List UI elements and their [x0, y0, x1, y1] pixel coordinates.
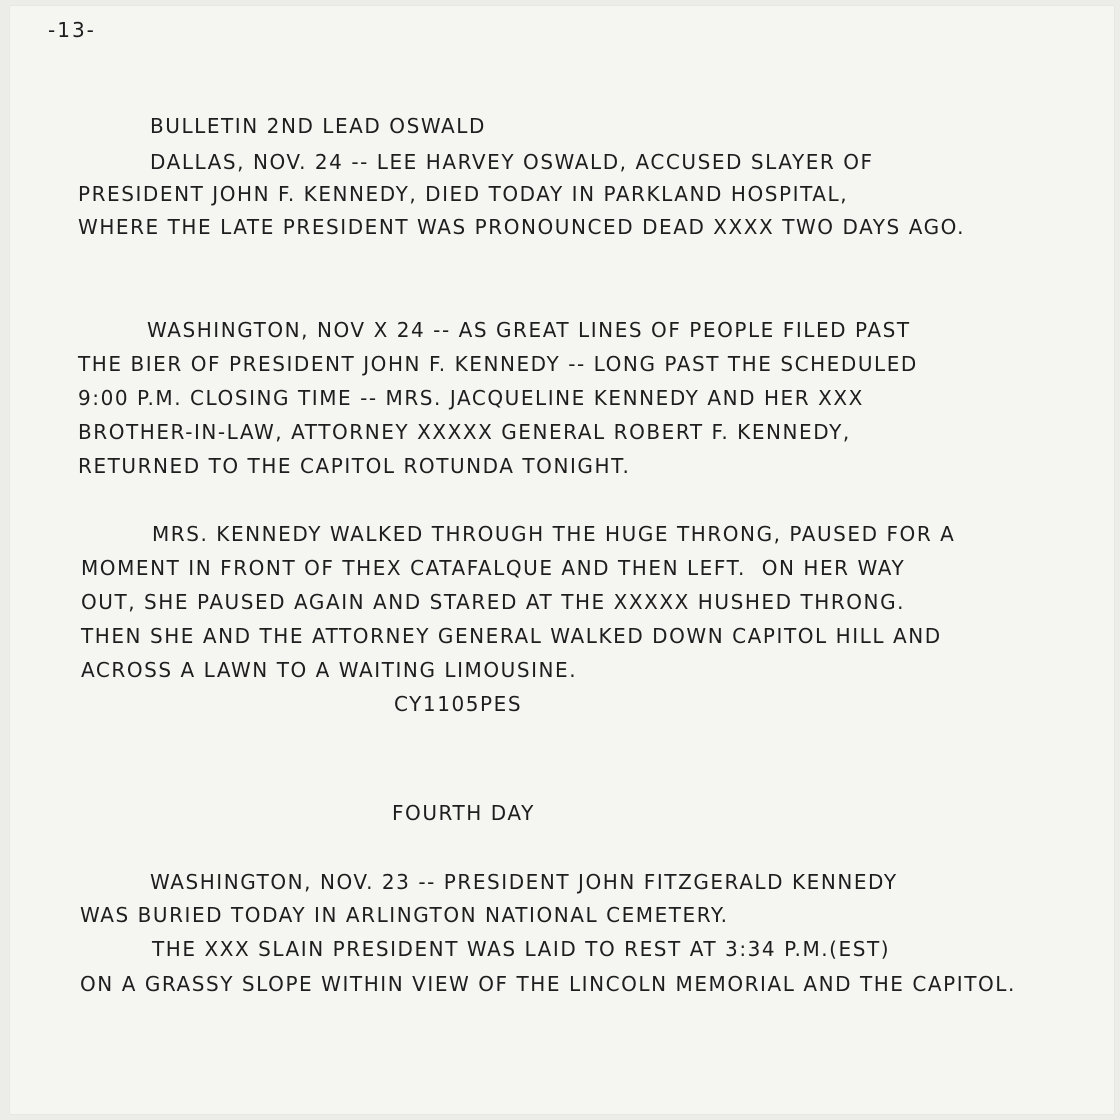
story-line: WASHINGTON, NOV. 23 -- PRESIDENT JOHN FITZGERALD KENNEDY	[150, 870, 898, 894]
story-line: OUT, SHE PAUSED AGAIN AND STARED AT THE XXXXX HUSHED THRONG.	[81, 590, 906, 614]
story-line: PRESIDENT JOHN F. KENNEDY, DIED TODAY IN PARKLAND HOSPITAL,	[78, 182, 849, 206]
signoff-code: CY1105PES	[394, 692, 523, 716]
story-line: WAS BURIED TODAY IN ARLINGTON NATIONAL CEMETERY.	[80, 903, 729, 927]
story-line: THE BIER OF PRESIDENT JOHN F. KENNEDY -- LONG PAST THE SCHEDULED	[78, 352, 918, 376]
story-slug: BULLETIN 2ND LEAD OSWALD	[150, 114, 486, 138]
story-line: ON A GRASSY SLOPE WITHIN VIEW OF THE LINCOLN MEMORIAL AND THE CAPITOL.	[80, 972, 1016, 996]
story-line: 9:00 P.M. CLOSING TIME -- MRS. JACQUELINE KENNEDY AND HER XXX	[78, 386, 864, 410]
story-line: ACROSS A LAWN TO A WAITING LIMOUSINE.	[81, 658, 578, 682]
page-number: -13-	[48, 18, 96, 42]
story-line: RETURNED TO THE CAPITOL ROTUNDA TONIGHT.	[78, 454, 631, 478]
story-line: THE XXX SLAIN PRESIDENT WAS LAID TO REST AT 3:34 P.M.(EST)	[152, 937, 891, 961]
story-line: MOMENT IN FRONT OF THEX CATAFALQUE AND THEN LEFT. ON HER WAY	[81, 556, 906, 580]
story-line: WASHINGTON, NOV X 24 -- AS GREAT LINES OF PEOPLE FILED PAST	[147, 318, 911, 342]
story-line: BROTHER-IN-LAW, ATTORNEY XXXXX GENERAL ROBERT F. KENNEDY,	[78, 420, 851, 444]
story-line: MRS. KENNEDY WALKED THROUGH THE HUGE THRONG, PAUSED FOR A	[152, 522, 956, 546]
story-line: WHERE THE LATE PRESIDENT WAS PRONOUNCED DEAD XXXX TWO DAYS AGO.	[78, 215, 966, 239]
story-line: THEN SHE AND THE ATTORNEY GENERAL WALKED DOWN CAPITOL HILL AND	[81, 624, 942, 648]
story-line: DALLAS, NOV. 24 -- LEE HARVEY OSWALD, ACCUSED SLAYER OF	[150, 150, 874, 174]
section-heading: FOURTH DAY	[392, 801, 535, 825]
